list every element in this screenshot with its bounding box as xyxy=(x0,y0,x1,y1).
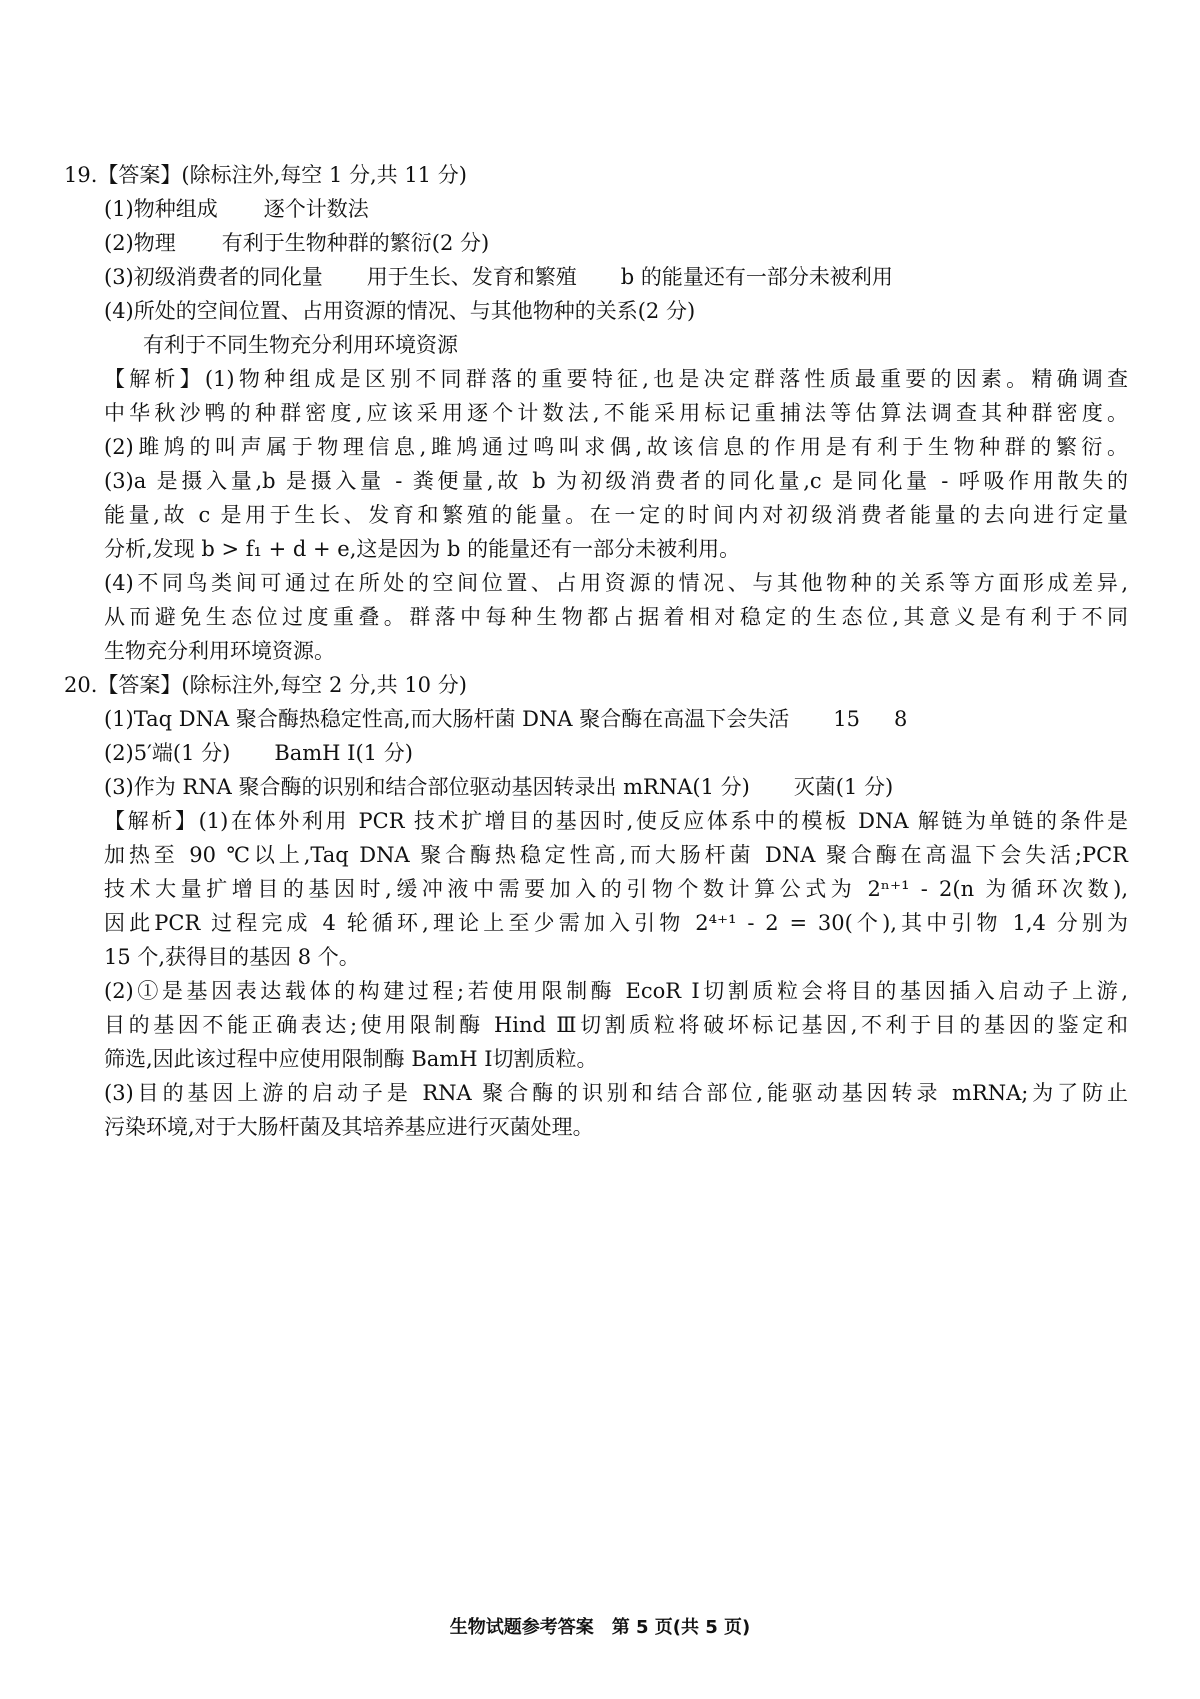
q20-answer-2a: (2)5′端(1 分) xyxy=(104,741,231,765)
q19-exp-line: 能量,故 c 是用于生长、发育和繁殖的能量。在一定的时间内对初级消费者能量的去向进行定量 xyxy=(104,503,1128,527)
q19-exp-line: 生物充分利用环境资源。 xyxy=(104,639,335,663)
q19-exp-line: 中华秋沙鸭的种群密度,应该采用逐个计数法,不能采用标记重捕法等估算法调查其种群密度。 xyxy=(104,401,1128,425)
q20-exp-line: 筛选,因此该过程中应使用限制酶 BamH Ⅰ切割质粒。 xyxy=(104,1047,598,1071)
q19-answer-3a: (3)初级消费者的同化量 xyxy=(104,265,323,289)
q20-answer-2 xyxy=(104,738,413,768)
q20-header: 20.【答案】(除标注外,每空 2 分,共 10 分) xyxy=(64,673,467,697)
q20-answer-3b: 灭菌(1 分) xyxy=(793,775,894,799)
page-footer: 生物试题参考答案 第 5 页(共 5 页) xyxy=(449,1617,751,1638)
q19-exp-line: 从而避免生态位过度重叠。群落中每种生物都占据着相对稳定的生态位,其意义是有利于不同 xyxy=(104,605,1128,629)
q19-answer-2b: 有利于生物种群的繁衍(2 分) xyxy=(221,231,490,255)
q19-answer-2a: (2)物理 xyxy=(104,231,176,255)
q19-answer-3b: 用于生长、发育和繁殖 xyxy=(366,265,577,289)
q19-answer-1 xyxy=(104,194,369,224)
q19-exp-line: 【解析】(1)物种组成是区别不同群落的重要特征,也是决定群落性质最重要的因素。精确调查 xyxy=(104,367,1128,391)
q20-answer-3a: (3)作为 RNA 聚合酶的识别和结合部位驱动基因转录出 mRNA(1 分) xyxy=(104,775,750,799)
q20-answer-1a: (1)Taq DNA 聚合酶热稳定性高,而大肠杆菌 DNA 聚合酶在高温下会失活 xyxy=(104,707,790,731)
q19-answer-4: (4)所处的空间位置、占用资源的情况、与其他物种的关系(2 分) xyxy=(104,299,696,323)
q20-answer-2b: BamH Ⅰ(1 分) xyxy=(274,741,413,765)
q19-exp-line: (3)a 是摄入量,b 是摄入量 - 粪便量,故 b 为初级消费者的同化量,c 是同化量 - 呼吸作用散失的 xyxy=(104,469,1128,493)
q19-answer-3 xyxy=(104,262,893,292)
q20-exp-line: (2)①是基因表达载体的构建过程;若使用限制酶 EcoR Ⅰ切割质粒会将目的基因插入启动子上游, xyxy=(104,979,1128,1003)
q20-answer-1 xyxy=(104,704,907,734)
q20-answer-1b: 15 xyxy=(833,707,860,731)
q19-answer-3c: b 的能量还有一部分未被利用 xyxy=(620,265,893,289)
q20-exp-line: 加热至 90 ℃以上,Taq DNA 聚合酶热稳定性高,而大肠杆菌 DNA 聚合酶在高温下会失活;PCR xyxy=(104,843,1128,867)
q20-exp-line: 污染环境,对于大肠杆菌及其培养基应进行灭菌处理。 xyxy=(104,1115,594,1139)
q19-exp-line: (2)雎鸠的叫声属于物理信息,雎鸠通过鸣叫求偶,故该信息的作用是有利于生物种群的繁衍。 xyxy=(104,435,1128,459)
q20-exp-line: 目的基因不能正确表达;使用限制酶 Hind Ⅲ切割质粒将破坏标记基因,不利于目的基因的鉴定和 xyxy=(104,1013,1128,1037)
q20-exp-line: 因此PCR 过程完成 4 轮循环,理论上至少需加入引物 2⁴⁺¹ - 2 = 30(个),其中引物 1,4 分别为 xyxy=(104,911,1128,935)
q19-answer-1a: (1)物种组成 xyxy=(104,197,218,221)
q20-exp-line: 技术大量扩增目的基因时,缓冲液中需要加入的引物个数计算公式为 2ⁿ⁺¹ - 2(n 为循环次数), xyxy=(104,877,1128,901)
q19-answer-4b: 有利于不同生物充分利用环境资源 xyxy=(143,333,458,357)
q20-answer-3 xyxy=(104,772,893,802)
q20-exp-line: (3)目的基因上游的启动子是 RNA 聚合酶的识别和结合部位,能驱动基因转录 mRNA;为了防止 xyxy=(104,1081,1128,1105)
q19-answer-2 xyxy=(104,228,489,258)
q20-answer-1c: 8 xyxy=(893,707,908,731)
q19-exp-line: 分析,发现 b > f₁ + d + e,这是因为 b 的能量还有一部分未被利用。 xyxy=(104,537,741,561)
q19-exp-line: (4)不同鸟类间可通过在所处的空间位置、占用资源的情况、与其他物种的关系等方面形成差异, xyxy=(104,571,1128,595)
q20-exp-line: 15 个,获得目的基因 8 个。 xyxy=(104,945,360,969)
q19-answer-1b: 逐个计数法 xyxy=(263,197,369,221)
q20-exp-line: 【解析】(1)在体外利用 PCR 技术扩增目的基因时,使反应体系中的模板 DNA 解链为单链的条件是 xyxy=(104,809,1128,833)
q19-header: 19.【答案】(除标注外,每空 1 分,共 11 分) xyxy=(64,163,467,187)
